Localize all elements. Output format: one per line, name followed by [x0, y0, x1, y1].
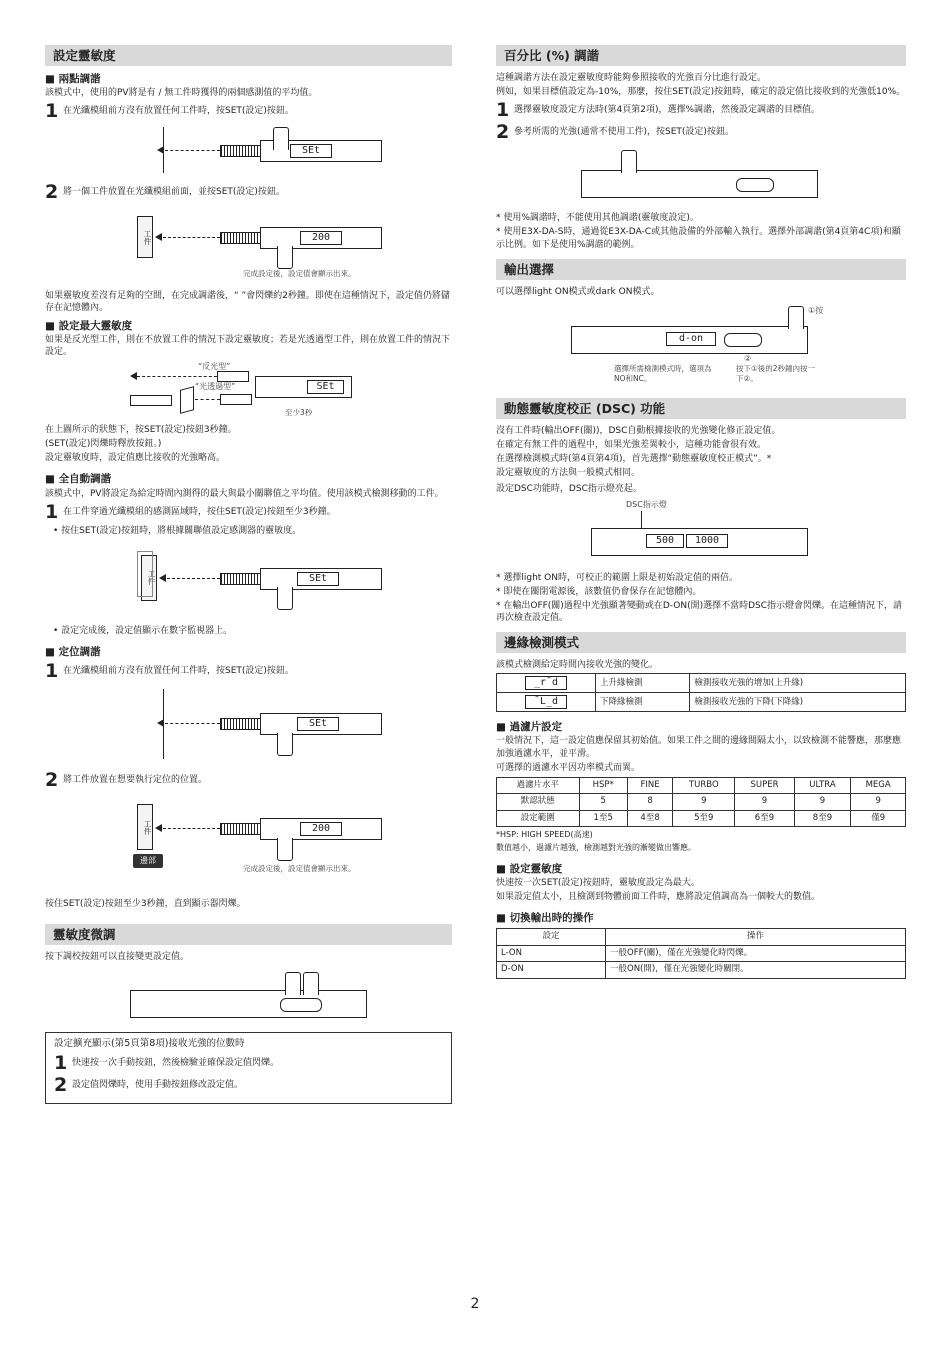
filter-p2: 可選擇的過濾水平因功率模式而異。 — [496, 762, 641, 773]
heading-set-sens: ■ 設定靈敏度 — [496, 862, 906, 876]
mark-2: ② — [744, 353, 752, 363]
expanded-display-box — [45, 1032, 452, 1105]
two-point-after: 如果靈敏度差沒有足夠的空間，在完成調諧後，“ ”會閃爍約2秒鐘。即使在這種情況下，設定值仍將儲存在記憶體內。 — [45, 291, 450, 314]
lcd-display: 200 — [300, 231, 342, 245]
lcd-display-b: 1000 — [686, 534, 728, 548]
section-title-fine-adjust: 靈敏度微調 — [45, 924, 452, 945]
edge-label: 邊部 — [133, 854, 163, 868]
fiber-head — [217, 371, 249, 382]
filter-fn2: 數值越小，過濾片越強，檢測越對光強的漸變做出響應。 — [496, 843, 696, 853]
table-row: 設定範圍 1至5 4至8 5至9 6至9 8至9 僅9 — [497, 810, 906, 826]
max-sens-desc: 如果是反光型工件，則在不放置工件的情況下設定靈敏度；若是光透過型工件，則在放置工件的情況下設定。 — [45, 334, 451, 357]
heading-max-sens: ■ 設定最大靈敏度 — [45, 319, 452, 333]
lcd-display: SEt — [307, 380, 344, 394]
figure-position-1 — [45, 685, 452, 767]
table-row: 默認狀態 5 8 9 9 9 9 — [497, 794, 906, 810]
edge-name: 上升緣檢測 — [596, 674, 690, 693]
fiber-head-left — [130, 395, 172, 406]
lcd-display: SEt — [297, 572, 339, 586]
left-column — [45, 45, 452, 1104]
lcd-display: 200 — [300, 822, 342, 836]
dsc-n2: * 即使在關閉電源後，該數值仍會保存在記憶體內。 — [496, 586, 702, 597]
workpiece: 工件 — [137, 804, 153, 850]
heading-position: ■ 定位調諧 — [45, 645, 452, 659]
position-step2: 2 將工件放置在想要執行定位的位置。 — [45, 769, 208, 792]
fiber-cable — [195, 399, 220, 400]
adjust-button — [736, 178, 774, 192]
amplifier-device — [130, 990, 367, 1018]
right-column — [496, 45, 906, 979]
dsc-indicator-label: DSC指示燈 — [626, 499, 667, 509]
figure-percent — [496, 146, 906, 208]
filter-table — [496, 777, 906, 827]
full-auto-step1: 1 在工件穿過光纖模組的感測區域時，按住SET(設定)按鈕至少3秒鐘。 — [45, 500, 336, 523]
dsc-p5: 設定DSC功能時，DSC指示燈亮起。 — [496, 484, 642, 495]
mark-1: ①按 — [808, 305, 824, 315]
finger-press-icon — [273, 127, 289, 150]
section-title-sens-setting: 設定靈敏度 — [45, 45, 452, 66]
adjust-button — [724, 333, 762, 347]
light-arrow — [155, 233, 162, 241]
reflect-label: “反光型” — [198, 362, 231, 372]
fiber-head — [220, 823, 262, 835]
edge-desc-cell: 檢測接收光強的增加(上升緣) — [690, 674, 906, 693]
heading-two-point: ■ 兩點調諧 — [45, 72, 452, 86]
finger-press-icon — [621, 150, 637, 173]
full-auto-desc: 該模式中，PV將設定為給定時間內測得的最大與最小關聯值之平均值。使用該模式檢測移動的工件。 — [45, 488, 444, 499]
light-arrow — [157, 146, 164, 154]
lcd-display: SEt — [297, 717, 339, 731]
box-step2: 2 設定值閃爍時，使用手動按鈕修改設定值。 — [54, 1074, 244, 1097]
figure-two-point-1 — [45, 125, 452, 179]
workpiece: 工件 — [137, 216, 153, 258]
amplifier-device — [581, 170, 818, 198]
percent-note1: * 使用%調諧時，不能使用其他調諧(靈敏度設定)。 — [496, 213, 699, 224]
dsc-p4: 設定靈敏度的方法與一般模式相同。 — [496, 468, 641, 479]
fiber-cable — [137, 376, 217, 377]
output-desc: 可以選擇light ON模式或dark ON模式。 — [496, 286, 660, 297]
percent-p1: 這種調諧方法在設定靈敏度時能夠參照接收的光強百分比進行設定。 — [496, 73, 767, 83]
table-row — [497, 693, 906, 712]
through-label: “光透過型” — [195, 382, 236, 392]
figure-position-2 — [45, 794, 452, 894]
edge-table — [496, 673, 906, 712]
hold-caption: 至少3秒 — [285, 408, 313, 418]
figure-dsc — [496, 500, 906, 568]
section-title-edge: 邊緣檢測模式 — [496, 632, 906, 653]
fiber-cable — [165, 723, 220, 724]
max-sens-p2: (SET(設定)閃爍時釋放按鈕。) — [45, 439, 162, 450]
finger-press-icon — [277, 838, 293, 861]
fiber-head — [220, 573, 262, 585]
finger-press-icon — [788, 306, 804, 329]
edge-icon-rise: _r¯d — [525, 676, 567, 690]
two-point-step1: 1 在光纖模組前方沒有放置任何工件時，按SET(設定)按鈕。 — [45, 100, 294, 123]
page-number: 2 — [470, 1296, 480, 1312]
edge-desc-cell: 檢測接收光強的下降(下降緣) — [690, 693, 906, 712]
set-sens-p2: 如果設定值太小，且檢測到物體前面工件時，應將設定值調高為一個較大的數值。 — [496, 892, 821, 903]
table-row: D-ON 一般ON(開)，僅在光強變化時關閉。 — [497, 962, 906, 978]
full-auto-bullet2: • 設定完成後，設定值顯示在數字監視器上。 — [53, 625, 233, 636]
table-row: 過濾片水平 HSP* FINE TURBO SUPER ULTRA MEGA — [497, 777, 906, 793]
fine-adjust-desc: 按下調校按鈕可以直接變更設定值。 — [45, 952, 190, 963]
max-sens-p1: 在上圖所示的狀態下，按SET(設定)按鈕3秒鐘。 — [45, 425, 237, 436]
lcd-display-a: 500 — [646, 534, 684, 548]
fiber-cable — [163, 237, 220, 238]
figure-full-auto — [45, 541, 452, 621]
figure-caption: 完成設定後，設定值會顯示出來。 — [243, 864, 356, 874]
fiber-cable — [167, 578, 220, 579]
figure-fine-adjust — [45, 968, 452, 1024]
switch-table — [496, 928, 906, 978]
table-row: 設定 操作 — [497, 929, 906, 945]
light-arrow — [155, 824, 162, 832]
table-row: L-ON 一般OFF(關)，僅在光強變化時閃爍。 — [497, 945, 906, 961]
box-step1: 1 快速按一次手動按鈕，然後檢驗並確保設定值閃爍。 — [54, 1052, 280, 1075]
finger-press-icon — [277, 246, 293, 269]
figure-two-point-2 — [45, 206, 452, 282]
percent-step2: 2 參考所需的光強(通常不使用工件)，按SET(設定)按鈕。 — [496, 121, 734, 144]
table-row — [497, 674, 906, 693]
dsc-p2: 在確定有無工件的過程中，如果光強差異較小，這種功能會很有效。 — [496, 439, 767, 450]
finger-press-icon — [285, 972, 301, 995]
set-sens-p1: 快速按一次SET(設定)按鈕時，靈敏度設定為最大。 — [496, 878, 700, 889]
finger-press-icon — [303, 972, 319, 995]
heading-switch: ■ 切換輸出時的操作 — [496, 911, 906, 925]
filter-p1: 一般情況下，這一設定值應保留其初始值。如果工件之間的邊緣間隔太小，以致檢測不能響應，那麼應加強過濾水平，並平滑。 — [496, 736, 902, 759]
section-title-output: 輸出選擇 — [496, 259, 906, 280]
indicator-leader — [641, 511, 642, 529]
max-sens-p3: 設定靈敏度時，設定值應比接收的光強略高。 — [45, 453, 226, 464]
filter-fn1: *HSP: HIGH SPEED(高速) — [496, 830, 593, 840]
section-title-dsc: 動態靈敏度校正 (DSC) 功能 — [496, 398, 906, 419]
figure-caption: 完成設定後，設定值會顯示出來。 — [243, 269, 356, 279]
box-title: 設定擴充顯示(第5頁第8項)接收光強的位數時 — [54, 1037, 245, 1049]
fiber-cable — [163, 828, 220, 829]
dsc-p1: 沒有工件時(輸出OFF(關))，DSC自動根據接收的光強變化修正設定值。 — [496, 425, 781, 436]
lcd-display: d-on — [666, 332, 716, 346]
caption-left: 選擇所需檢測模式時，選項為NO和NC。 — [614, 363, 712, 383]
position-step1: 1 在光纖模組前方沒有放置任何工件時，按SET(設定)按鈕。 — [45, 660, 294, 683]
workpiece-motion-shadow — [137, 551, 153, 597]
position-after: 按住SET(設定)按鈕至少3秒鐘，直到顯示器閃爍。 — [45, 899, 246, 910]
light-arrow — [130, 372, 137, 380]
fiber-head — [220, 718, 262, 730]
fiber-head — [220, 394, 252, 405]
edge-name: 下降緣檢測 — [596, 693, 690, 712]
fiber-head — [220, 145, 262, 157]
workpiece — [180, 386, 194, 414]
fiber-head — [220, 232, 262, 244]
two-point-step2: 2 將一個工件放置在光纖模組前面，並按SET(設定)按鈕。 — [45, 181, 285, 204]
finger-press-icon — [277, 587, 293, 610]
figure-output — [496, 302, 906, 392]
light-arrow — [159, 574, 166, 582]
edge-icon-fall: ¯L_d — [525, 695, 567, 709]
heading-full-auto: ■ 全自動調諧 — [45, 472, 452, 486]
workpiece: 工件 — [141, 555, 157, 601]
percent-p2: 例如，如果目標值設定為-10%，那麼，按住SET(設定)按鈕時，確定的設定值比接收到的光強低10%。 — [496, 87, 906, 98]
two-point-desc: 該模式中，使用的PV將是有 / 無工件時獲得的兩個感測值的平均值。 — [45, 88, 318, 99]
lcd-display: SEt — [290, 144, 332, 158]
full-auto-bullet1: • 按住SET(設定)按鈕時，將根據關聯值設定感測器的靈敏度。 — [53, 525, 302, 536]
finger-press-icon — [277, 733, 293, 756]
edge-desc: 該模式檢測給定時間內接收光強的變化。 — [496, 660, 659, 671]
fiber-cable — [165, 150, 220, 151]
dsc-n3: * 在輸出OFF(關)過程中光強顯著變動或在D-ON(開)選擇不當時DSC指示燈會閃爍。在這種情況下，請再次檢查設定值。 — [496, 600, 903, 623]
percent-note2: * 使用E3X-DA-S時，通過從E3X-DA-C或其他設備的外部輸入執行。選擇外部調諧(第4頁第4C項)和顯示比例。如下是使用%調諧的範例。 — [496, 227, 901, 250]
light-arrow — [157, 719, 164, 727]
adjust-button — [280, 998, 322, 1012]
caption-right: 按下①後的2秒鐘內按一下②。 — [736, 363, 815, 383]
heading-filter: ■ 過濾片設定 — [496, 720, 906, 734]
percent-step1: 1 選擇靈敏度設定方法時(第4頁第2項)，選擇%調諧，然後設定調諧的目標值。 — [496, 99, 821, 122]
dsc-n1: * 選擇light ON時，可校正的範圍上限是初始設定值的兩倍。 — [496, 572, 738, 583]
dsc-p3: 在選擇檢測模式時(第4頁第4項)，首先選擇“動態靈敏度校正模式”。* — [496, 454, 772, 465]
figure-max-sens — [45, 362, 452, 420]
section-title-percent: 百分比 (%) 調諧 — [496, 45, 906, 66]
